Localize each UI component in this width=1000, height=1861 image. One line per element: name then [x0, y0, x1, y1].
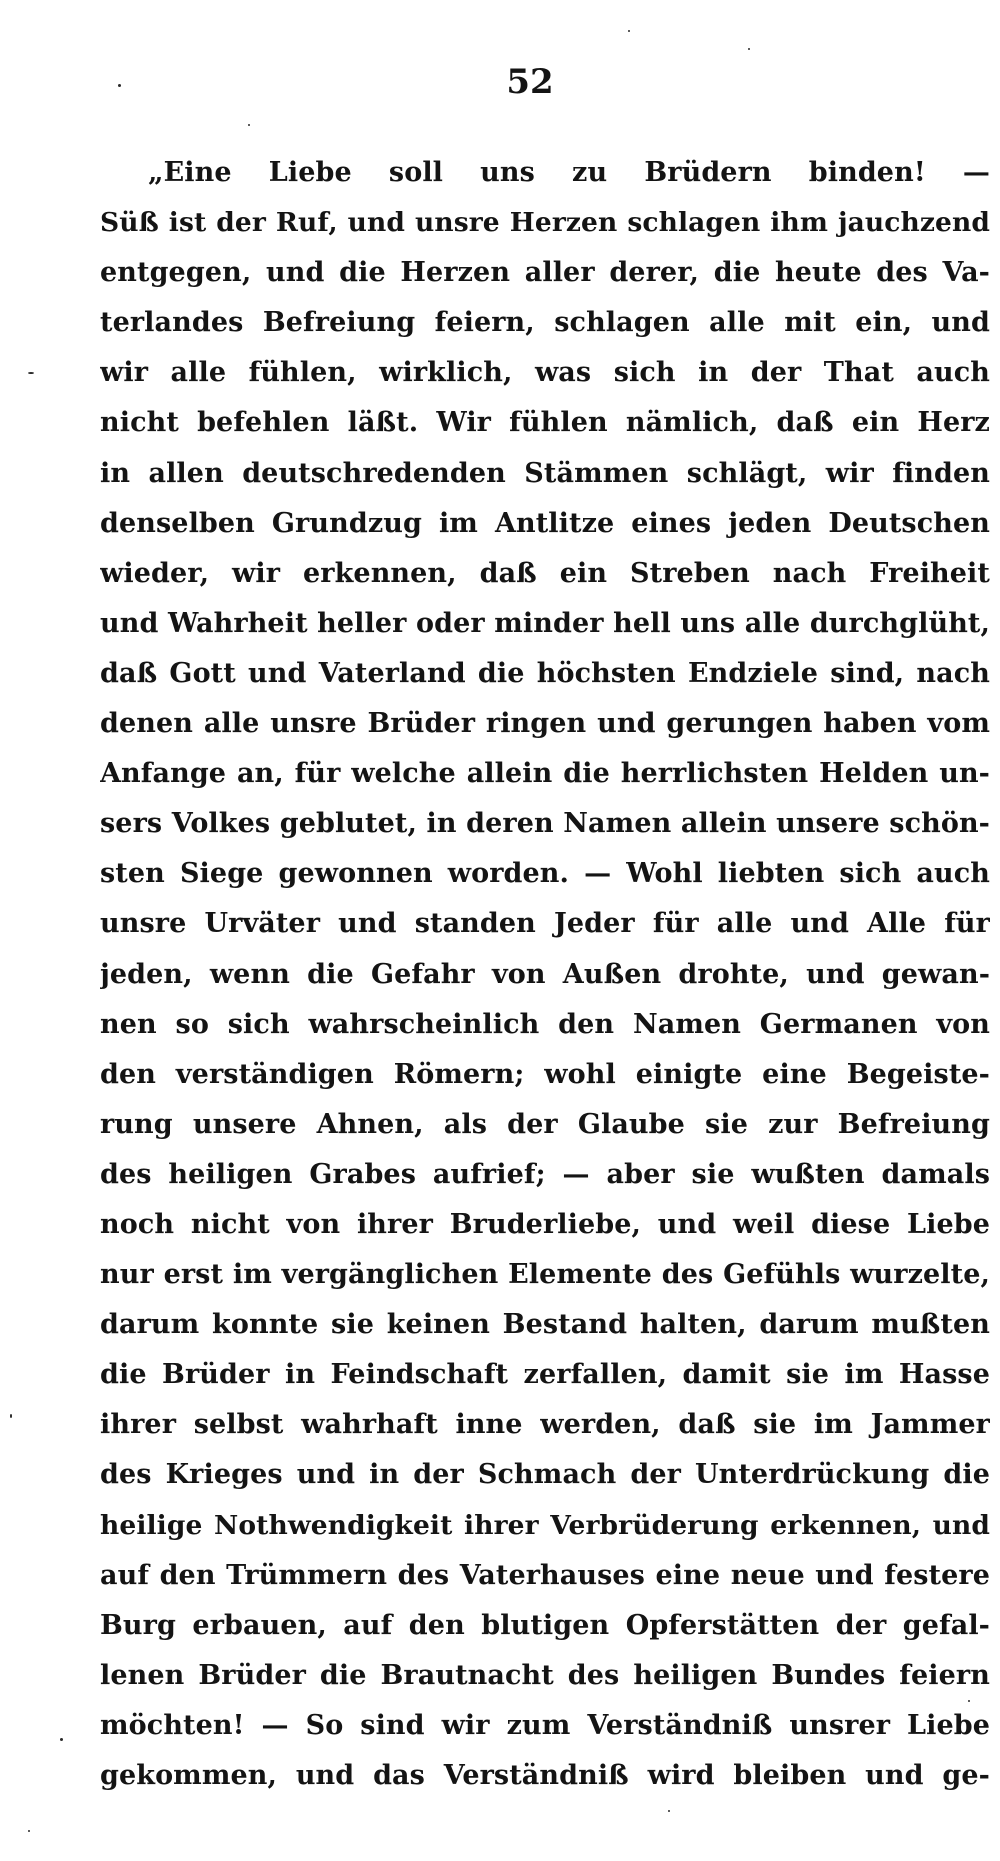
page-number: 52 [506, 62, 554, 102]
text-line: Burg erbauen, auf den blutigen Opferstätten der gefal- [100, 1609, 990, 1641]
text-line: heilige Nothwendigkeit ihrer Verbrüderung erkennen, und [100, 1509, 990, 1541]
text-line: „Eine Liebe soll uns zu Brüdern binden! — [148, 157, 990, 188]
text-line: auf den Trümmern des Vaterhauses eine neue und festere [100, 1559, 990, 1591]
text-line: lenen Brüder die Brautnacht des heiligen Bundes feiern [100, 1659, 990, 1691]
text-line: rung unsere Ahnen, als der Glaube sie zur Befreiung [100, 1108, 990, 1140]
text-line: unsre Urväter und standen Jeder für alle und Alle für [100, 908, 990, 940]
text-line: sers Volkes geblutet, in deren Namen allein unsere schön- [100, 808, 990, 840]
text-line: denen alle unsre Brüder ringen und gerungen haben vom [100, 708, 990, 740]
scan-speck [748, 48, 750, 50]
text-line: sten Siege gewonnen worden. — Wohl liebten sich auch [100, 858, 990, 890]
text-line: möchten! — So sind wir zum Verständniß unsrer Liebe [100, 1709, 990, 1741]
text-line: Anfange an, für welche allein die herrlichsten Helden un- [100, 758, 990, 790]
text-line: in allen deutschredenden Stämmen schlägt, wir finden [100, 457, 990, 489]
scan-speck [968, 1700, 970, 1702]
text-line: darum konnte sie keinen Bestand halten, darum mußten [100, 1309, 990, 1341]
text-line: gekommen, und das Verständniß wird bleiben und ge- [100, 1760, 990, 1791]
text-line: wieder, wir erkennen, daß ein Streben nach Freiheit [100, 557, 990, 589]
text-line: entgegen, und die Herzen aller derer, die heute des Va- [100, 257, 990, 289]
text-line: nur erst im vergänglichen Elemente des Gefühls wurzelte, [100, 1259, 990, 1291]
text-line: des Krieges und in der Schmach der Unterdrückung die [100, 1459, 990, 1491]
scan-speck [28, 372, 34, 374]
text-line: terlandes Befreiung feiern, schlagen alle mit ein, und [100, 307, 990, 339]
text-line: noch nicht von ihrer Bruderliebe, und weil diese Liebe [100, 1208, 990, 1240]
scan-speck [28, 1830, 30, 1832]
scan-speck [10, 1414, 12, 1418]
text-line: Süß ist der Ruf, und unsre Herzen schlagen ihm jauchzend [100, 207, 990, 239]
text-line: ihrer selbst wahrhaft inne werden, daß sie im Jammer [100, 1409, 990, 1441]
text-line: nicht befehlen läßt. Wir fühlen nämlich, daß ein Herz [100, 407, 990, 439]
text-line: wir alle fühlen, wirklich, was sich in der That auch [100, 357, 990, 389]
text-line: des heiligen Grabes aufrief; — aber sie wußten damals [100, 1158, 990, 1190]
text-line: und Wahrheit heller oder minder hell uns alle durchglüht, [100, 607, 990, 639]
text-line: die Brüder in Feindschaft zerfallen, damit sie im Hasse [100, 1359, 990, 1391]
scan-speck [628, 30, 630, 32]
text-line: den verständigen Römern; wohl einigte eine Begeiste- [100, 1058, 990, 1090]
text-line: jeden, wenn die Gefahr von Außen drohte, und gewan- [100, 958, 990, 990]
scan-speck [60, 1738, 63, 1741]
scan-speck [118, 84, 121, 87]
text-line: nen so sich wahrscheinlich den Namen Germanen von [100, 1008, 990, 1040]
text-line: daß Gott und Vaterland die höchsten Endziele sind, nach [100, 657, 990, 689]
body-text [100, 148, 990, 1801]
text-line: denselben Grundzug im Antlitze eines jeden Deutschen [100, 507, 990, 539]
scan-speck [248, 124, 250, 126]
scan-speck [668, 1810, 670, 1812]
